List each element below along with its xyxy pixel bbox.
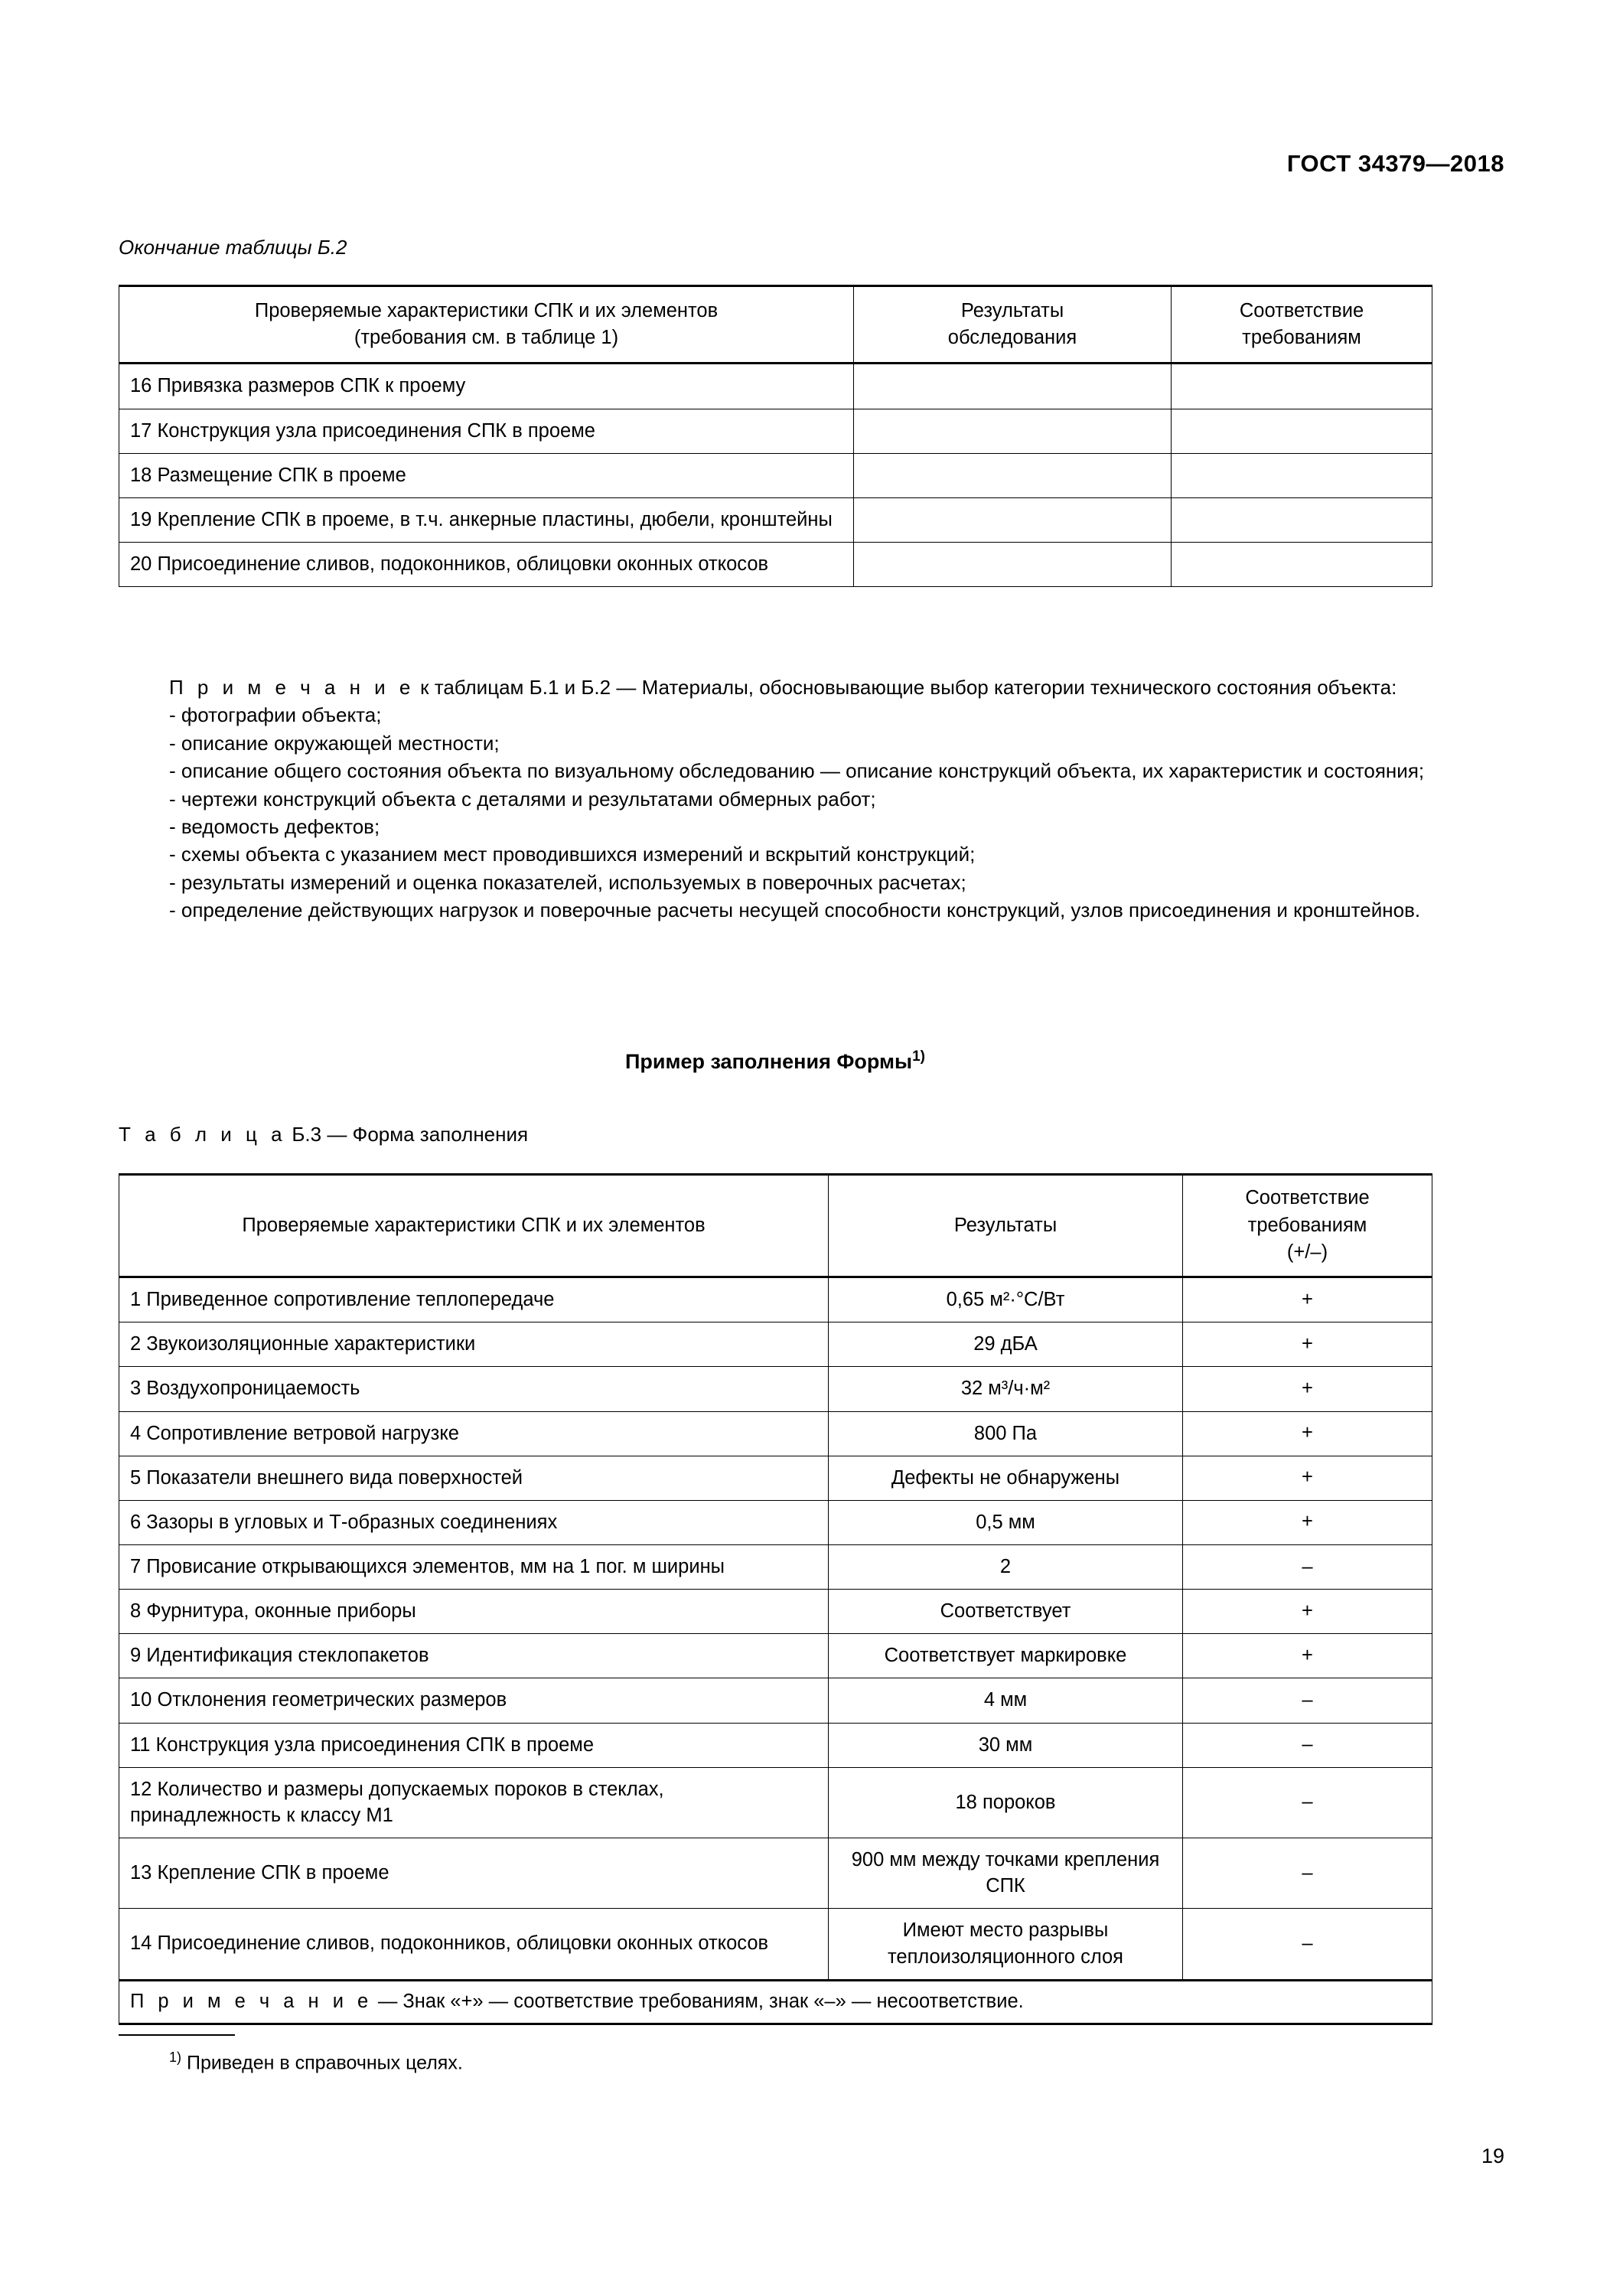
table-b3-header-compliance-line3: (+/–) [1286,1241,1328,1264]
table-b3-caption-label: Т а б л и ц а [119,1123,287,1146]
table-row [119,1322,1432,1367]
table-b2 [119,285,1432,587]
table-b2-cell-result [854,409,1172,453]
table-b3-header-row [119,1175,1432,1277]
note-lead-paragraph [119,673,1432,701]
form-example-footnote-marker: 1) [912,1049,925,1065]
table-b2-cell-result [854,497,1172,542]
table-b3-header-compliance [1183,1175,1432,1277]
table-row [119,1634,1432,1678]
table-b3-cell-compliance: – [1183,1767,1432,1838]
table-row [119,1277,1432,1322]
table-b2-header-results-line1: Результаты [960,300,1064,321]
table-row [119,1456,1432,1500]
table-b3-cell-result: Дефекты не обнаружены [829,1456,1183,1500]
table-b3-cell-result: Имеют место разрывы теплоизоляционного слоя [829,1909,1183,1980]
table-b3-footer-note [119,1980,1432,2024]
table-row [119,1500,1432,1544]
footnote-entry [119,2050,807,2074]
table-b3-caption-rest: Б.3 — Форма заполнения [292,1123,529,1146]
table-b3-cell-characteristic: 2 Звукоизоляционные характеристики [119,1322,829,1367]
footnote-block [119,2050,807,2074]
table-b2-caption: Окончание таблицы Б.2 [119,236,347,259]
table-b2-header-compliance-line2: требованиям [1242,327,1361,349]
note-item: - ведомость дефектов; [169,814,380,838]
note-item-text: - описание общего состояния объекта по визуальному обследованию — описание конструкций объекта, их характеристик и состояния; [169,759,1425,783]
table-b2-cell-characteristic: 17 Конструкция узла присоединения СПК в проеме [119,409,854,453]
table-b3-cell-result: 0,5 мм [829,1500,1183,1544]
table-b3-cell-result: 2 [829,1545,1183,1590]
table-b3-cell-result: 800 Па [829,1411,1183,1456]
table-row [119,1838,1432,1909]
table-b3-cell-compliance: – [1183,1723,1432,1767]
table-row [119,1767,1432,1838]
table-row [119,364,1432,409]
table-b3-cell-characteristic: 1 Приведенное сопротивление теплопередаче [119,1277,829,1322]
table-b3-cell-result: 4 мм [829,1678,1183,1723]
table-b3-cell-result: 0,65 м²·°С/Вт [829,1277,1183,1322]
note-label: П р и м е ч а н и е [169,676,415,699]
table-b2-cell-compliance [1172,543,1432,587]
footnote-marker: 1) [169,2050,182,2065]
table-b2-cell-characteristic: 18 Размещение СПК в проеме [119,453,854,497]
table-b3-cell-compliance: + [1183,1367,1432,1411]
table-b2-body [119,364,1432,587]
note-item [119,757,1432,784]
table-b2-cell-compliance [1172,409,1432,453]
table-b3-cell-characteristic: 14 Присоединение сливов, подоконников, облицовки оконных откосов [119,1909,829,1980]
table-row [119,543,1432,587]
table-b3-cell-result: 18 пороков [829,1767,1183,1838]
table-b3-cell-compliance: – [1183,1909,1432,1980]
table-b2-header-characteristics [119,286,854,364]
table-row [119,453,1432,497]
table-row [119,1367,1432,1411]
note-item: - описание окружающей местности; [169,731,500,755]
table-b2-header-results [854,286,1172,364]
note-to-tables-b1-b2 [119,673,1432,925]
table-b3-cell-result: Соответствует [829,1590,1183,1634]
page-number: 19 [1481,2144,1504,2167]
form-example-heading-text: Пример заполнения Формы [625,1050,913,1073]
table-b3-cell-compliance: + [1183,1411,1432,1456]
table-b3-header-results: Результаты [829,1175,1183,1277]
table-b2-cell-result [854,453,1172,497]
table-b2-cell-characteristic: 20 Присоединение сливов, подоконников, облицовки оконных откосов [119,543,854,587]
table-b2-cell-result [854,364,1172,409]
table-b2-header-results-line2: обследования [947,327,1077,349]
table-b3-cell-characteristic: 3 Воздухопроницаемость [119,1367,829,1411]
table-b3-header-characteristics: Проверяемые характеристики СПК и их элементов [119,1175,829,1277]
note-lead-text: к таблицам Б.1 и Б.2 — Материалы, обосновывающие выбор категории технического состояния объекта: [420,676,1397,699]
table-b3-cell-result: Соответствует маркировке [829,1634,1183,1678]
table-b2-header [119,286,1432,364]
note-item: - результаты измерений и оценка показателей, используемых в поверочных расчетах; [169,870,966,894]
footnote-separator-rule [119,2034,235,2036]
table-b3-cell-compliance: + [1183,1634,1432,1678]
footnote-text: Приведен в справочных целях. [186,2052,463,2074]
table-b2-cell-compliance [1172,497,1432,542]
table-row [119,1723,1432,1767]
table-b3-cell-compliance: + [1183,1590,1432,1634]
table-b3 [119,1173,1432,2025]
table-row [119,1590,1432,1634]
table-b3-cell-characteristic: 5 Показатели внешнего вида поверхностей [119,1456,829,1500]
table-b3-cell-compliance: + [1183,1322,1432,1367]
document-standard-header: ГОСТ 34379—2018 [1286,150,1504,177]
table-b3-cell-compliance: – [1183,1545,1432,1590]
table-b3-body [119,1277,1432,2024]
table-b3-cell-characteristic: 7 Провисание открывающихся элементов, мм на 1 пог. м ширины [119,1545,829,1590]
table-row [119,409,1432,453]
table-b3-header [119,1175,1432,1277]
table-b2-header-row [119,286,1432,364]
table-b3-cell-characteristic: 6 Зазоры в угловых и Т-образных соединениях [119,1500,829,1544]
table-b3-cell-compliance: + [1183,1500,1432,1544]
table-b2-cell-result [854,543,1172,587]
table-b3-cell-characteristic: 8 Фурнитура, оконные приборы [119,1590,829,1634]
note-item-text: - определение действующих нагрузок и поверочные расчеты несущей способности конструкций, узлов присоединения и кронштейнов. [169,899,1421,922]
table-b3-cell-characteristic: 13 Крепление СПК в проеме [119,1838,829,1909]
table-b2-cell-characteristic: 16 Привязка размеров СПК к проему [119,364,854,409]
table-b3-footer-note-text: — Знак «+» — соответствие требованиям, знак «–» — несоответствие. [377,1990,1024,2012]
table-b3-cell-result: 30 мм [829,1723,1183,1767]
table-b3-cell-characteristic: 10 Отклонения геометрических размеров [119,1678,829,1723]
table-b2-cell-characteristic: 19 Крепление СПК в проеме, в т.ч. анкерные пластины, дюбели, кронштейны [119,497,854,542]
table-b2-header-compliance-line1: Соответствие [1239,300,1364,321]
note-item: - фотографии объекта; [169,703,382,727]
table-b3-footer-note-row [119,1980,1432,2024]
table-b3-footer-note-label: П р и м е ч а н и е [130,1990,373,2012]
table-b3-cell-compliance: + [1183,1277,1432,1322]
table-b3-header-compliance-line1: Соответствие [1245,1187,1370,1208]
table-b2-cell-compliance [1172,453,1432,497]
table-b3-caption [119,1123,528,1146]
table-b3-cell-characteristic: 9 Идентификация стеклопакетов [119,1634,829,1678]
table-b2-header-characteristics-line1: Проверяемые характеристики СПК и их элементов [254,300,719,321]
table-b3-cell-compliance: – [1183,1678,1432,1723]
table-row [119,1411,1432,1456]
table-b3-cell-characteristic: 12 Количество и размеры допускаемых пороков в стеклах, принадлежность к классу М1 [119,1767,829,1838]
table-row [119,1545,1432,1590]
table-b3-cell-result: 32 м³/ч·м² [829,1367,1183,1411]
note-item [119,896,1432,924]
table-b3-cell-characteristic: 11 Конструкция узла присоединения СПК в проеме [119,1723,829,1767]
table-b3-cell-compliance: + [1183,1456,1432,1500]
table-b2-header-characteristics-line2: (требования см. в таблице 1) [354,327,619,349]
table-b3-cell-characteristic: 4 Сопротивление ветровой нагрузке [119,1411,829,1456]
form-example-heading [119,1049,1432,1074]
table-b2-cell-compliance [1172,364,1432,409]
note-item: - чертежи конструкций объекта с деталями и результатами обмерных работ; [169,787,876,810]
table-b3-header-compliance-line2: требованиям [1247,1214,1367,1236]
table-b3-cell-result: 900 мм между точками крепления СПК [829,1838,1183,1909]
table-b2-header-compliance [1172,286,1432,364]
table-row [119,1678,1432,1723]
table-b3-cell-result: 29 дБА [829,1322,1183,1367]
table-row [119,497,1432,542]
note-item: - схемы объекта с указанием мест проводившихся измерений и вскрытий конструкций; [169,843,976,866]
table-b3-cell-compliance: – [1183,1838,1432,1909]
table-row [119,1909,1432,1980]
